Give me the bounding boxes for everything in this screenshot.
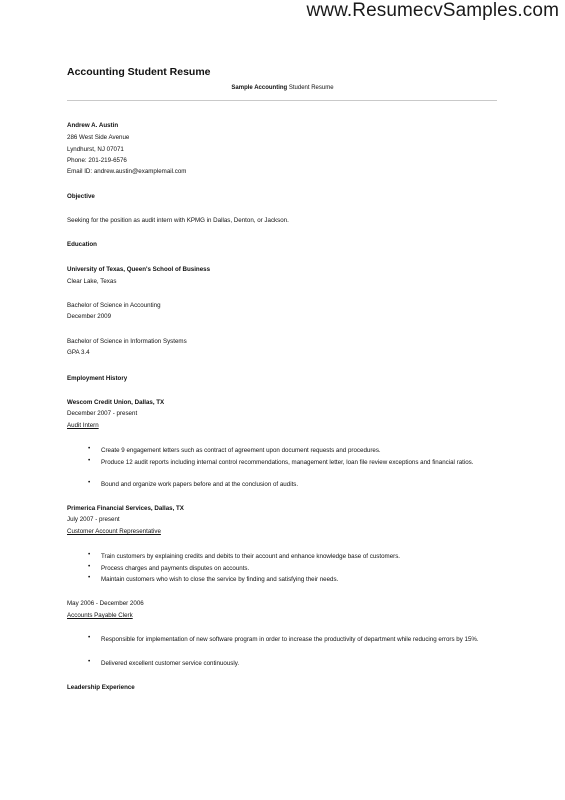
bullet-icon: • [88,634,91,641]
education-heading: Education [67,241,97,248]
education-location: Clear Lake, Texas [67,278,117,285]
document-subtitle [0,85,565,91]
job3-dates: May 2006 - December 2006 [67,600,144,607]
job2-company: Primerica Financial Services, Dallas, TX [67,505,184,512]
job1-bullet-1: Create 9 engagement letters such as contract of agreement upon document requests and procedures. [101,447,381,454]
job2-dates: July 2007 - present [67,516,120,523]
document-title: Accounting Student Resume [67,66,211,78]
job1-dates: December 2007 - present [67,410,138,417]
contact-street: 286 West Side Avenue [67,134,130,141]
bullet-icon: • [88,445,91,452]
job2-bullet-1: Train customers by explaining credits and debits to their account and enhance knowledge base of customers. [101,553,401,560]
subtitle-bold: Sample Accounting [231,85,288,91]
education-date: December 2009 [67,313,112,320]
bullet-icon: • [88,479,91,486]
job1-bullet-3: Bound and organize work papers before and at the conclusion of audits. [101,481,299,488]
contact-name: Andrew A. Austin [67,122,119,129]
employment-heading: Employment History [67,375,128,382]
job3-bullet-2: Delivered excellent customer service continuously. [101,660,240,667]
job1-role: Audit Intern [67,422,99,429]
leadership-heading: Leadership Experience [67,684,135,691]
job2-bullet-2: Process charges and payments disputes on accounts. [101,565,250,572]
education-school: University of Texas, Queen's School of Business [67,266,211,273]
job1-bullet-2: Produce 12 audit reports including internal control recommendations, management letter, loan file review exceptions and financial ratios. [101,459,474,466]
job2-bullet-3: Maintain customers who wish to close the service by finding and satisfying their needs. [101,576,339,583]
education-degree-is: Bachelor of Science in Information Systems [67,338,187,345]
job3-bullet-1: Responsible for implementation of new software program in order to increase the productivity of department while reducing errors by 15%. [101,636,479,643]
job3-role: Accounts Payable Clerk [67,612,133,619]
education-degree-accounting: Bachelor of Science in Accounting [67,302,161,309]
bullet-icon: • [88,457,91,464]
education-gpa: GPA 3.4 [67,349,90,356]
job1-company: Wescom Credit Union, Dallas, TX [67,399,165,406]
bullet-icon: • [88,574,91,581]
job2-role: Customer Account Representative [67,528,161,535]
contact-email: Email ID: andrew.austin@examplemail.com [67,168,187,175]
bullet-icon: • [88,563,91,570]
bullet-icon: • [88,551,91,558]
site-watermark: www.ResumecvSamples.com [306,0,559,21]
title-divider [67,100,497,101]
contact-phone: Phone: 201-219-6576 [67,157,127,164]
contact-city: Lyndhurst, NJ 07071 [67,146,124,153]
subtitle-rest: Student Resume [288,85,334,91]
objective-text: Seeking for the position as audit intern with KPMG in Dallas, Denton, or Jackson. [67,217,289,224]
bullet-icon: • [88,658,91,665]
objective-heading: Objective [67,193,95,200]
